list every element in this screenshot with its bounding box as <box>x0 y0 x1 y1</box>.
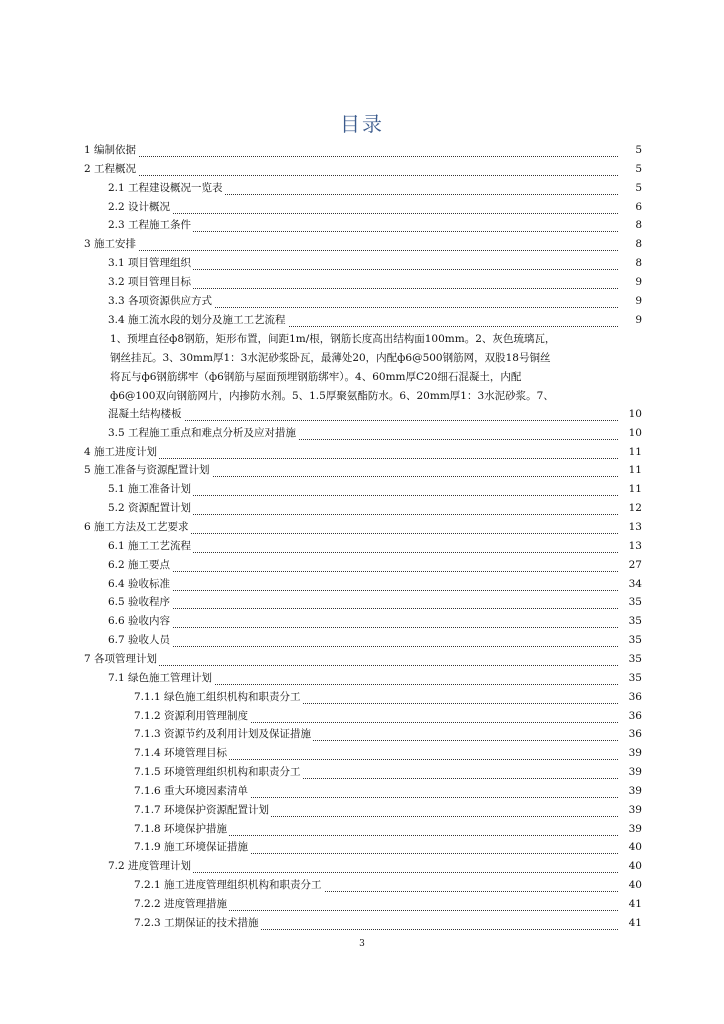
toc-leader-dots <box>108 405 626 421</box>
toc-leader-dots <box>108 575 626 591</box>
toc-entry-title: 7.1.6 重大环境因素清单 <box>134 782 250 801</box>
toc-entry[interactable] <box>0 235 724 254</box>
toc-entry[interactable] <box>0 254 724 273</box>
toc-entry-page: 9 <box>618 292 642 311</box>
toc-entry-title: 6.1 施工工艺流程 <box>108 537 193 556</box>
toc-entry[interactable] <box>0 838 724 857</box>
toc-entry[interactable] <box>0 688 724 707</box>
toc-leader-dots <box>108 198 626 214</box>
toc-entry-page: 35 <box>618 650 642 669</box>
toc-entry[interactable] <box>0 612 724 631</box>
toc-leader-dots <box>108 612 626 628</box>
toc-entry-page: 11 <box>618 480 642 499</box>
toc-entry[interactable] <box>0 160 724 179</box>
toc-entry-title: 3.5 工程施工重点和难点分析及应对措施 <box>108 424 298 443</box>
toc-entry-page: 8 <box>618 235 642 254</box>
toc-entry[interactable] <box>0 650 724 669</box>
toc-entry-page: 34 <box>618 575 642 594</box>
toc-entry-title: 6.6 验收内容 <box>108 612 172 631</box>
toc-entry[interactable] <box>0 801 724 820</box>
toc-entry-title: 3.3 各项资源供应方式 <box>108 292 214 311</box>
toc-entry-page: 39 <box>618 820 642 839</box>
toc-entry-title: 3.1 项目管理组织 <box>108 254 193 273</box>
toc-entry-title: 7.1 绿色施工管理计划 <box>108 669 214 688</box>
toc-entry-page: 35 <box>618 593 642 612</box>
toc-entry[interactable] <box>0 575 724 594</box>
toc-leader-dots <box>108 631 626 647</box>
toc-entry[interactable] <box>0 782 724 801</box>
toc-entry-title: 7 各项管理计划 <box>84 650 159 669</box>
toc-entry-title: 4 施工进度计划 <box>84 443 159 462</box>
toc-entry[interactable] <box>0 593 724 612</box>
toc-entry-title: 7.1.5 环境管理组织机构和职责分工 <box>134 763 303 782</box>
toc-entry[interactable] <box>0 669 724 688</box>
toc-entry[interactable] <box>0 443 724 462</box>
toc-paragraph-entry <box>110 330 642 406</box>
toc-entry-page: 41 <box>618 914 642 933</box>
toc-entry[interactable] <box>0 914 724 933</box>
toc-entry[interactable] <box>0 141 724 160</box>
toc-entry[interactable] <box>0 876 724 895</box>
toc-leader-dots <box>84 443 626 459</box>
toc-entry-page: 5 <box>618 179 642 198</box>
toc-leader-dots <box>84 235 626 251</box>
toc-entry[interactable] <box>0 556 724 575</box>
toc-entry-page: 40 <box>618 857 642 876</box>
toc-entry-page: 8 <box>618 216 642 235</box>
toc-entry-title: 7.1.9 施工环境保证措施 <box>134 838 250 857</box>
toc-entry-page: 13 <box>618 518 642 537</box>
toc-entry[interactable] <box>0 198 724 217</box>
toc-entry-title: 7.2 进度管理计划 <box>108 857 193 876</box>
toc-entry-page: 27 <box>618 556 642 575</box>
toc-entry-page: 9 <box>618 311 642 330</box>
toc-entry-page: 11 <box>618 461 642 480</box>
toc-entry[interactable] <box>0 763 724 782</box>
toc-entry-page: 36 <box>618 707 642 726</box>
toc-entry-title: 7.2.2 进度管理措施 <box>134 895 229 914</box>
toc-entry-title: 7.1.4 环境管理目标 <box>134 744 229 763</box>
toc-entry[interactable] <box>0 461 724 480</box>
toc-leader-dots <box>108 556 626 572</box>
toc-entry-page: 10 <box>618 424 642 443</box>
toc-entry[interactable] <box>0 273 724 292</box>
toc-entry[interactable] <box>0 405 724 424</box>
toc-entry[interactable] <box>0 499 724 518</box>
toc-entry-title: 混凝土结构楼板 <box>108 405 184 424</box>
toc-entry-title: 1 编制依据 <box>84 141 138 160</box>
toc-title: 目录 <box>340 112 384 136</box>
toc-entry-page: 40 <box>618 838 642 857</box>
toc-entry-title: 3.2 项目管理目标 <box>108 273 193 292</box>
toc-entry-page: 35 <box>618 669 642 688</box>
toc-entry-title: 3.4 施工流水段的划分及施工工艺流程 <box>108 311 288 330</box>
toc-entry[interactable] <box>0 216 724 235</box>
toc-entry-title: 2.3 工程施工条件 <box>108 216 193 235</box>
toc-entry-page: 36 <box>618 725 642 744</box>
toc-leader-dots <box>84 160 626 176</box>
toc-entry-title: 7.2.1 施工进度管理组织机构和职责分工 <box>134 876 324 895</box>
paragraph-line: 将瓦与ф6钢筋绑牢（ф6钢筋与屋面预埋钢筋绑牢）。4、60mm厚C20细石混凝土，内配 <box>110 370 522 383</box>
toc-entry[interactable] <box>0 631 724 650</box>
toc-entry-title: 5 施工准备与资源配置计划 <box>84 461 212 480</box>
toc-leader-dots <box>108 593 626 609</box>
toc-entry-page: 41 <box>618 895 642 914</box>
toc-entry[interactable] <box>0 895 724 914</box>
toc-entry-page: 13 <box>618 537 642 556</box>
toc-leader-dots <box>84 141 626 157</box>
toc-entry-title: 6.4 验收标准 <box>108 575 172 594</box>
toc-entry-page: 36 <box>618 688 642 707</box>
toc-entry-title: 2.1 工程建设概况一览表 <box>108 179 225 198</box>
toc-entry-title: 7.1.2 资源利用管理制度 <box>134 707 250 726</box>
toc-entry[interactable] <box>0 537 724 556</box>
toc-entry-title: 5.1 施工准备计划 <box>108 480 193 499</box>
toc-entry-page: 39 <box>618 782 642 801</box>
toc-entry-title: 7.2.3 工期保证的技术措施 <box>134 914 261 933</box>
toc-entry-title: 7.1.3 资源节约及利用计划及保证措施 <box>134 725 313 744</box>
toc-entry-page: 40 <box>618 876 642 895</box>
toc-entry-page: 11 <box>618 443 642 462</box>
toc-entry-title: 3 施工安排 <box>84 235 138 254</box>
toc-entry[interactable] <box>0 311 724 330</box>
toc-entry[interactable] <box>0 480 724 499</box>
toc-entry-page: 10 <box>618 405 642 424</box>
toc-entry-page: 5 <box>618 160 642 179</box>
toc-entry[interactable] <box>0 179 724 198</box>
toc-entry-title: 6.5 验收程序 <box>108 593 172 612</box>
paragraph-line: 1、预埋直径ф8钢筋，矩形布置，间距1m/根，钢筋长度高出结构面100mm。2、灰色琉璃瓦， <box>110 332 556 345</box>
toc-entry-title: 6 施工方法及工艺要求 <box>84 518 191 537</box>
toc-entry-page: 35 <box>618 612 642 631</box>
toc-leader-dots <box>84 650 626 666</box>
toc-entry-page: 39 <box>618 801 642 820</box>
toc-entry-title: 7.1.1 绿色施工组织机构和职责分工 <box>134 688 303 707</box>
page-number: 3 <box>359 939 365 949</box>
toc-entry-page: 8 <box>618 254 642 273</box>
toc-entry-page: 6 <box>618 198 642 217</box>
toc-entry-page: 12 <box>618 499 642 518</box>
toc-entry-title: 7.1.8 环境保护措施 <box>134 820 229 839</box>
toc-entry[interactable] <box>0 707 724 726</box>
toc-entry-title: 6.7 验收人员 <box>108 631 172 650</box>
paragraph-line: ф6@100双向钢筋网片，内掺防水剂。5、1.5厚聚氨酯防水。6、20mm厚1：3水泥砂浆。7、 <box>110 389 554 402</box>
toc-entry-page: 9 <box>618 273 642 292</box>
toc-entry[interactable] <box>0 857 724 876</box>
toc-entry[interactable] <box>0 518 724 537</box>
toc-entry[interactable] <box>0 725 724 744</box>
toc-entry-title: 5.2 资源配置计划 <box>108 499 193 518</box>
toc-entry-page: 35 <box>618 631 642 650</box>
toc-entry-page: 39 <box>618 763 642 782</box>
toc-entry[interactable] <box>0 744 724 763</box>
toc-entry-page: 39 <box>618 744 642 763</box>
toc-entry[interactable] <box>0 292 724 311</box>
paragraph-line: 钢丝挂瓦。3、30mm厚1：3水泥砂浆卧瓦，最薄处20，内配ф6@500钢筋网，双股18号铜丝 <box>110 351 551 364</box>
toc-entry[interactable] <box>0 820 724 839</box>
toc-entry-page: 5 <box>618 141 642 160</box>
toc-entry[interactable] <box>0 424 724 443</box>
toc-entry-title: 6.2 施工要点 <box>108 556 172 575</box>
toc-entry-title: 7.1.7 环境保护资源配置计划 <box>134 801 271 820</box>
toc-entry-title: 2.2 设计概况 <box>108 198 172 217</box>
toc-entry-title: 2 工程概况 <box>84 160 138 179</box>
